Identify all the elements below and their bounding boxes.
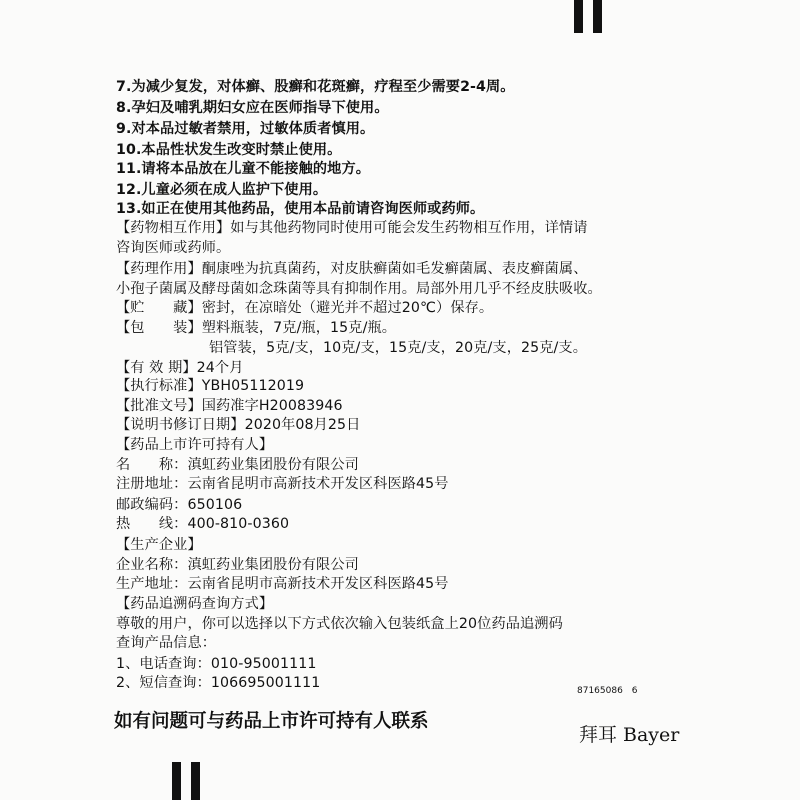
registration-bar-top-right	[593, 0, 602, 33]
registration-bar-bottom-right	[191, 762, 200, 800]
mah-hotline: 热 线：400-810-0360	[116, 516, 290, 532]
package-line-1: 【包 装】塑料瓶装，7克/瓶，15克/瓶。	[116, 320, 397, 336]
pharmacology-line-1: 【药理作用】酮康唑为抗真菌药，对皮肤癣菌如毛发癣菌属、表皮癣菌属、	[116, 261, 588, 277]
contact-statement: 如有问题可与药品上市许可持有人联系	[114, 711, 429, 732]
mah-postcode: 邮政编码：650106	[116, 497, 243, 513]
manufacturer-heading: 【生产企业】	[116, 537, 202, 553]
revision-date: 【说明书修订日期】2020年08月25日	[116, 417, 361, 433]
precaution-8: 8.孕妇及哺乳期妇女应在医师指导下使用。	[116, 100, 389, 116]
registration-bar-top-left	[574, 0, 583, 33]
approval-number: 【批准文号】国药准字H20083946	[116, 398, 343, 414]
validity-period: 【有 效 期】24个月	[116, 360, 244, 376]
precaution-9: 9.对本品过敏者禁用，过敏体质者慎用。	[116, 121, 375, 137]
execution-standard: 【执行标准】YBH05112019	[116, 378, 305, 394]
bayer-logo-en: Bayer	[623, 724, 680, 746]
registration-bar-bottom-left	[172, 762, 181, 800]
interactions-line-1: 【药物相互作用】如与其他药物同时使用可能会发生药物相互作用，详情请	[116, 220, 588, 236]
precaution-11: 11.请将本品放在儿童不能接触的地方。	[116, 161, 371, 177]
bayer-logo-cn: 拜耳	[579, 724, 618, 746]
mah-heading: 【药品上市许可持有人】	[116, 437, 274, 453]
pharmacology-line-2: 小孢子菌属及酵母菌如念珠菌等具有抑制作用。局部外用几乎不经皮肤吸收。	[116, 281, 602, 297]
precaution-12: 12.儿童必须在成人监护下使用。	[116, 182, 328, 198]
storage: 【贮 藏】密封，在凉暗处（避光并不超过20℃）保存。	[116, 300, 494, 316]
precaution-13: 13.如正在使用其他药品，使用本品前请咨询医师或药师。	[116, 201, 485, 217]
mah-address: 注册地址：云南省昆明市高新技术开发区科医路45号	[116, 476, 449, 492]
precaution-10: 10.本品性状发生改变时禁止使用。	[116, 142, 342, 158]
leaflet-code: 87165086 6	[577, 686, 638, 696]
trace-query-label: 查询产品信息：	[116, 635, 217, 651]
interactions-line-2: 咨询医师或药师。	[116, 240, 231, 256]
precaution-7: 7.为减少复发，对体癣、股癣和花斑癣，疗程至少需要2-4周。	[116, 79, 515, 95]
package-line-2: 铝管装，5克/支，10克/支，15克/支，20克/支，25克/支。	[209, 340, 588, 356]
manufacturer-name: 企业名称：滇虹药业集团股份有限公司	[116, 557, 359, 573]
trace-instructions: 尊敬的用户，你可以选择以下方式依次输入包装纸盒上20位药品追溯码	[116, 616, 563, 632]
trace-phone-query: 1、电话查询：010-95001111	[116, 656, 317, 672]
manufacturer-address: 生产地址：云南省昆明市高新技术开发区科医路45号	[116, 576, 449, 592]
trace-heading: 【药品追溯码查询方式】	[116, 596, 274, 612]
trace-sms-query: 2、短信查询：106695001111	[116, 675, 321, 691]
mah-name: 名 称：滇虹药业集团股份有限公司	[116, 457, 359, 473]
bayer-logo	[579, 720, 685, 747]
